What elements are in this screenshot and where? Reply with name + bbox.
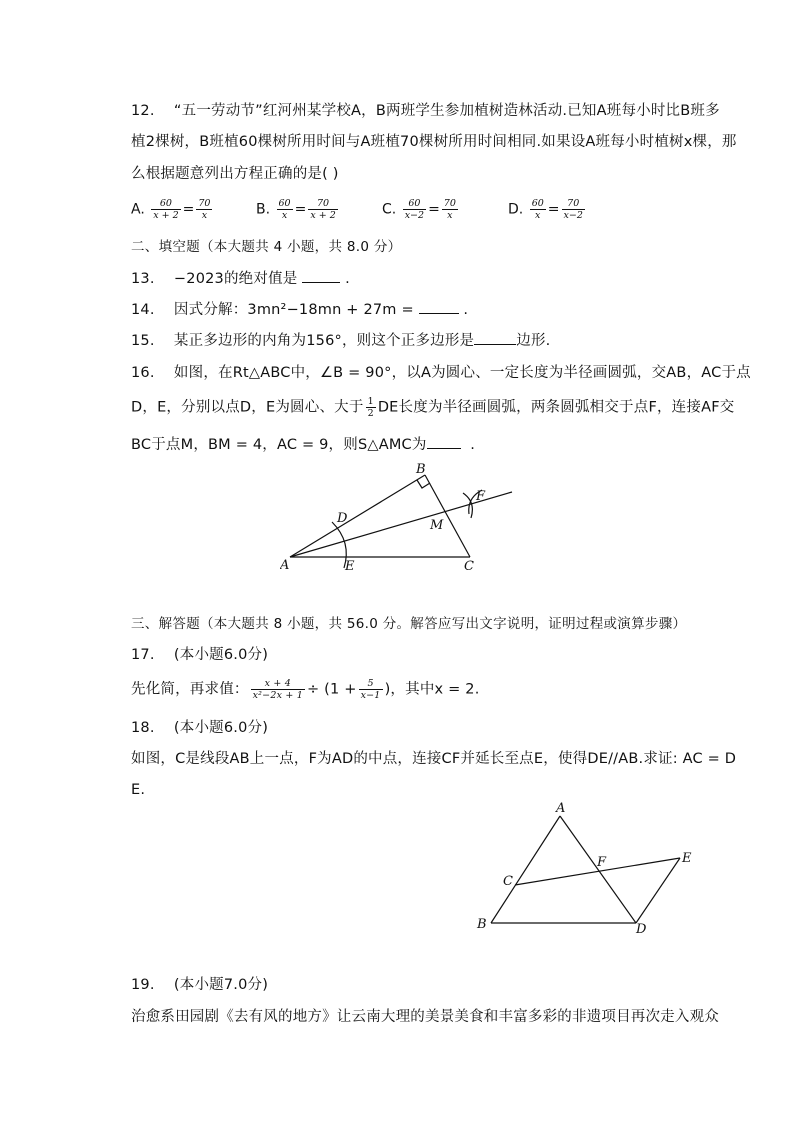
label-e: E [682,851,692,866]
fraction-num: x + 4 [264,678,291,689]
q16-text-1: 如图，在Rt△ABC中，∠B = 90°，以A为圆心、一定长度为半径画圆弧，交AB，AC于点 [173,365,751,381]
q12-option-a: A. $\frac{60}{x + 2}$ = $\frac{70}{x}$ [131,198,211,221]
q16-text-2b: DE长度为半径画圆弧，两条圆弧相交于点F，连接AF交 [377,399,735,416]
fraction-den: x [196,209,212,221]
fraction [442,198,458,221]
fraction-den: x−1 [360,690,381,701]
fraction-num: 70 [567,198,580,209]
q17-op: ÷ (1 + [306,681,357,698]
fraction [403,198,426,221]
fraction-num: 70 [198,198,211,209]
q14-end: . [463,302,469,318]
fraction [196,198,212,221]
q13-number: 13. [131,271,155,287]
q16-line1 [131,362,751,384]
label-b: B [477,917,487,932]
label-d: D [636,922,647,937]
q18-text-1: 如图，C是线段AB上一点，F为AD的中点，连接CF并延长至点E，使得DE//AB.求证: AC = D [131,751,737,767]
q18-line2 [131,779,145,801]
fraction-den: x + 2 [153,210,179,221]
fraction [359,678,383,701]
q12-line3 [131,163,339,185]
q12-text-1: “五一劳动节”红河州某学校A，B两班学生参加植树造林活动.已知A班每小时比B班多 [173,103,720,119]
q17-points: (本小题6.0分) [173,647,269,663]
label-c: C [464,559,474,574]
q14-number: 14. [131,302,155,318]
q19-text-1: 治愈系田园剧《去有风的地方》让云南大理的美景美食和丰富多彩的非遗项目再次走入观众 [131,1009,719,1025]
q16-line3 [131,434,475,456]
q13-text: −2023的绝对值是 [173,271,298,287]
q16-number: 16. [131,365,155,381]
q16-line2 [131,396,734,419]
q17-lead: 先化简，再求值： [131,681,249,698]
q16-text-2a: D，E，分别以点D，E为圆心、大于 [131,399,364,416]
q16-figure [280,460,540,580]
q17-tail: )，其中x = 2. [384,681,480,698]
label-b: B [416,462,426,477]
option-label: C. [382,201,397,218]
label-m: M [430,518,444,533]
q18-figure [470,800,710,940]
fraction-den: x²−2x + 1 [252,690,303,701]
fraction-den: 2 [367,408,374,419]
q12-option-c: C. $\frac{60}{x-2}$ = $\frac{70}{x}$ [382,198,456,221]
q19-number: 19. [131,977,155,993]
answer-blank[interactable] [427,434,461,449]
label-c: C [503,874,513,889]
q13-end: . [345,271,350,287]
q17-number: 17. [131,647,155,663]
fraction [562,198,585,221]
q12-line2 [131,131,737,153]
fraction-den: x + 2 [310,210,336,221]
q14-text: 因式分解：3mn²−18mn + 27m = [173,302,414,318]
label-f: F [597,855,607,870]
q18-number: 18. [131,720,155,736]
segment-ab [491,816,560,923]
q13 [131,268,350,290]
q12-number: 12. [131,103,155,119]
q18-head [131,717,268,739]
q14 [131,299,468,321]
option-label: D. [508,201,524,218]
q15-text: 某正多边形的内角为156°，则这个正多边形是 [173,333,475,349]
fraction-num: 70 [317,198,330,209]
fraction-den: x−2 [404,210,425,221]
fraction-num: 60 [531,198,544,209]
fraction-num: 60 [278,198,291,209]
fraction-num: 70 [443,198,456,209]
segment-ab [290,475,425,557]
fraction-num: 1 [367,396,374,407]
section-heading-fill-in: 二、填空题（本大题共 4 小题，共 8.0 分） [131,239,402,255]
answer-blank[interactable] [302,268,340,283]
section-heading-solutions: 三、解答题（本大题共 8 小题，共 56.0 分。解答应写出文字说明，证明过程或演算步骤） [131,616,687,632]
fraction-num: 60 [408,198,421,209]
q15-number: 15. [131,333,155,349]
fraction-den: x [530,209,546,221]
q19-points: (本小题7.0分) [173,977,269,993]
q12-line1 [131,100,720,122]
answer-blank[interactable] [419,299,459,314]
fraction-num: 5 [367,678,374,689]
segment-de [636,858,680,923]
q12-option-d: D. $\frac{60}{x}$ = $\frac{70}{x-2}$ [508,198,583,221]
q18-points: (本小题6.0分) [173,720,269,736]
q16-text-3: BC于点M，BM = 4，AC = 9，则S△AMC为 [131,437,427,453]
q15 [131,330,550,352]
label-f: F [476,489,486,504]
q12-option-b: B. $\frac{60}{x}$ = $\frac{70}{x + 2}$ [256,198,336,221]
fraction-half [366,396,376,419]
label-a: A [280,558,290,573]
q18-line1 [131,748,736,770]
option-label: A. [131,201,145,218]
q15-end: 边形. [516,333,551,349]
q19-line1 [131,1006,719,1028]
q17-body [131,678,480,701]
option-label: B. [256,201,271,218]
q12-text-3: 么根据题意列出方程正确的是( ) [131,166,339,182]
q18-text-2: E. [131,782,146,798]
fraction [308,198,337,221]
label-d: D [337,511,348,526]
q17-head [131,644,268,666]
label-a: A [556,801,566,816]
fraction-den: x [277,209,293,221]
fraction-den: x−2 [563,210,583,221]
fraction [530,198,546,221]
q12-text-2: 植2棵树，B班植60棵树所用时间与A班植70棵树所用时间相同.如果设A班每小时植树x棵，那 [131,134,737,150]
q16-end: . [470,437,476,453]
fraction [151,198,180,221]
fraction-num: 60 [159,198,172,209]
answer-blank[interactable] [474,330,516,345]
fraction-den: x [442,209,458,221]
label-e: E [345,559,355,574]
q19-head [131,974,268,996]
fraction [251,678,305,701]
fraction [277,198,293,221]
